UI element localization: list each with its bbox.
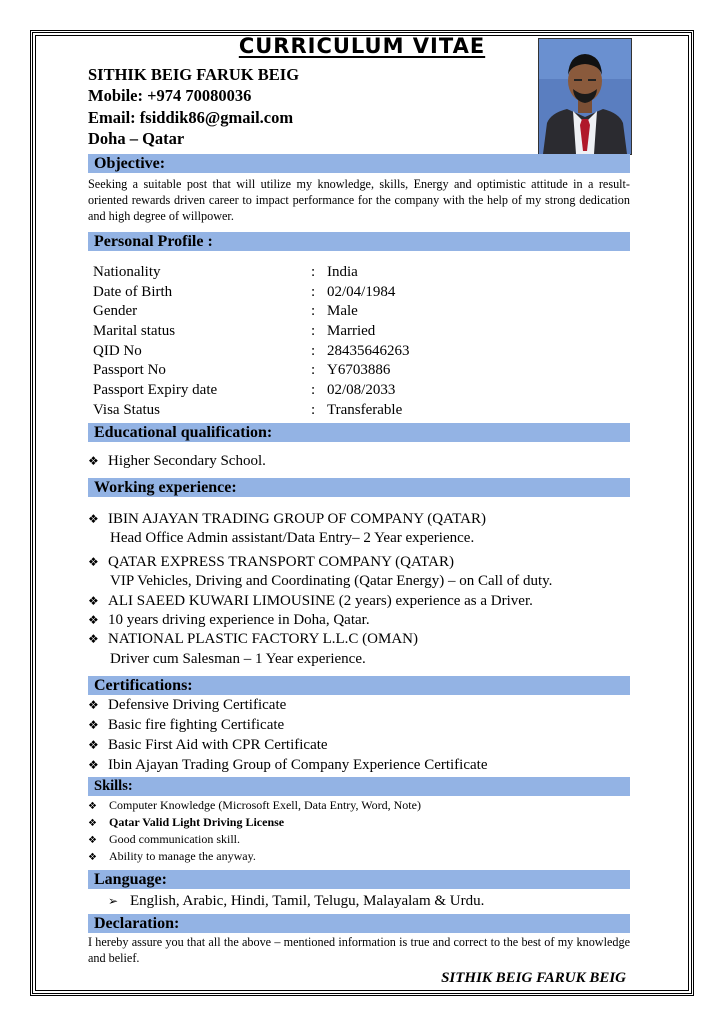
profile-separator: :: [311, 323, 316, 339]
experience-title: QATAR EXPRESS TRANSPORT COMPANY (QATAR): [108, 554, 454, 570]
certification-item: Defensive Driving Certificate: [108, 697, 287, 713]
profile-value: India: [327, 264, 358, 280]
location-line: Doha – Qatar: [88, 129, 185, 148]
certification-item: Ibin Ajayan Trading Group of Company Experience Certificate: [108, 757, 488, 773]
profile-label: Gender: [93, 303, 138, 319]
diamond-bullet-icon: ❖: [88, 852, 97, 863]
profile-separator: :: [311, 362, 316, 378]
list-item: [88, 452, 266, 471]
skill-item: Qatar Valid Light Driving License: [109, 815, 285, 829]
experience-detail: VIP Vehicles, Driving and Coordinating (Qatar Energy) – on Call of duty.: [110, 573, 553, 589]
profile-label: Passport No: [93, 362, 166, 378]
list-item: [88, 592, 533, 611]
diamond-bullet-icon: ❖: [88, 818, 97, 829]
diamond-bullet-icon: ❖: [88, 454, 99, 468]
declaration-heading: Declaration:: [88, 914, 630, 933]
language-heading: Language:: [88, 870, 630, 889]
profile-label: Passport Expiry date: [93, 382, 218, 398]
diamond-bullet-icon: ❖: [88, 594, 99, 608]
experience-detail: Driver cum Salesman – 1 Year experience.: [110, 651, 366, 667]
language-text: English, Arabic, Hindi, Tamil, Telugu, Malayalam & Urdu.: [130, 893, 485, 909]
skill-item: Ability to manage the anyway.: [109, 849, 256, 863]
profile-value: Male: [327, 303, 358, 319]
profile-separator: :: [311, 343, 316, 359]
profile-value: 02/08/2033: [327, 382, 396, 398]
profile-separator: :: [311, 303, 316, 319]
profile-value: Transferable: [327, 402, 403, 418]
diamond-bullet-icon: ❖: [88, 718, 99, 732]
profile-label: Date of Birth: [93, 284, 173, 300]
diamond-bullet-icon: ❖: [88, 613, 99, 627]
signature: SITHIK BEIG FARUK BEIG: [441, 970, 626, 986]
list-item: [88, 716, 284, 735]
diamond-bullet-icon: ❖: [88, 512, 99, 526]
list-item: [88, 797, 421, 815]
profile-photo: [538, 38, 632, 155]
list-item: [88, 510, 486, 529]
arrow-bullet-icon: ➢: [108, 894, 119, 908]
diamond-bullet-icon: ❖: [88, 738, 99, 752]
profile-separator: :: [311, 264, 316, 280]
list-item: [88, 736, 328, 755]
skill-item: Computer Knowledge (Microsoft Exell, Data Entry, Word, Note): [109, 798, 421, 812]
experience-title: NATIONAL PLASTIC FACTORY L.L.C (OMAN): [108, 631, 419, 647]
certifications-heading: Certifications:: [88, 676, 630, 695]
list-item: [88, 553, 454, 572]
diamond-bullet-icon: ❖: [88, 698, 99, 712]
declaration-text: I hereby assure you that all the above – mentioned information is true and correct to the best of my knowledge and belief.: [88, 935, 630, 965]
person-photo-icon: [539, 39, 631, 154]
language-item: [108, 892, 484, 911]
list-item: [88, 630, 418, 649]
mobile-line: Mobile: +974 70080036: [88, 86, 252, 105]
diamond-bullet-icon: ❖: [88, 555, 99, 569]
profile-label: QID No: [93, 343, 142, 359]
list-item: [88, 756, 488, 775]
profile-label: Nationality: [93, 264, 161, 280]
profile-separator: :: [311, 402, 316, 418]
certification-item: Basic First Aid with CPR Certificate: [108, 737, 328, 753]
experience-heading: Working experience:: [88, 478, 630, 497]
list-item: [88, 696, 286, 715]
profile-value: 28435646263: [327, 343, 410, 359]
personal-profile-heading: Personal Profile :: [88, 232, 630, 251]
education-item: Higher Secondary School.: [108, 453, 266, 469]
objective-text: Seeking a suitable post that will utilize my knowledge, skills, Energy and optimistic attitude in a result-oriented rewards driven career to impact performance for the company with the help of my strong dedication and high degree of willpower.: [88, 177, 630, 223]
list-item: [88, 848, 256, 866]
list-item: [88, 831, 240, 849]
email-line: Email: fsiddik86@gmail.com: [88, 108, 294, 127]
profile-label: Visa Status: [93, 402, 161, 418]
profile-value: 02/04/1984: [327, 284, 396, 300]
candidate-name: SITHIK BEIG FARUK BEIG: [88, 65, 300, 84]
experience-title: 10 years driving experience in Doha, Qatar.: [108, 612, 370, 628]
objective-heading: Objective:: [88, 154, 630, 173]
skills-heading: Skills:: [88, 777, 630, 796]
diamond-bullet-icon: ❖: [88, 758, 99, 772]
profile-value: Married: [327, 323, 376, 339]
skill-item: Good communication skill.: [109, 832, 240, 846]
profile-separator: :: [311, 284, 316, 300]
diamond-bullet-icon: ❖: [88, 835, 97, 846]
profile-value: Y6703886: [327, 362, 391, 378]
diamond-bullet-icon: ❖: [88, 801, 97, 812]
education-heading: Educational qualification:: [88, 423, 630, 442]
experience-detail: Head Office Admin assistant/Data Entry– 2 Year experience.: [110, 530, 475, 546]
profile-separator: :: [311, 382, 316, 398]
title-text: CURRICULUM VITAE: [238, 34, 486, 58]
profile-label: Marital status: [93, 323, 176, 339]
certification-item: Basic fire fighting Certificate: [108, 717, 285, 733]
experience-title: IBIN AJAYAN TRADING GROUP OF COMPANY (QATAR): [108, 511, 487, 527]
list-item: [88, 814, 284, 832]
experience-title: ALI SAEED KUWARI LIMOUSINE (2 years) experience as a Driver.: [108, 593, 533, 609]
diamond-bullet-icon: ❖: [88, 632, 99, 646]
list-item: [88, 611, 370, 630]
